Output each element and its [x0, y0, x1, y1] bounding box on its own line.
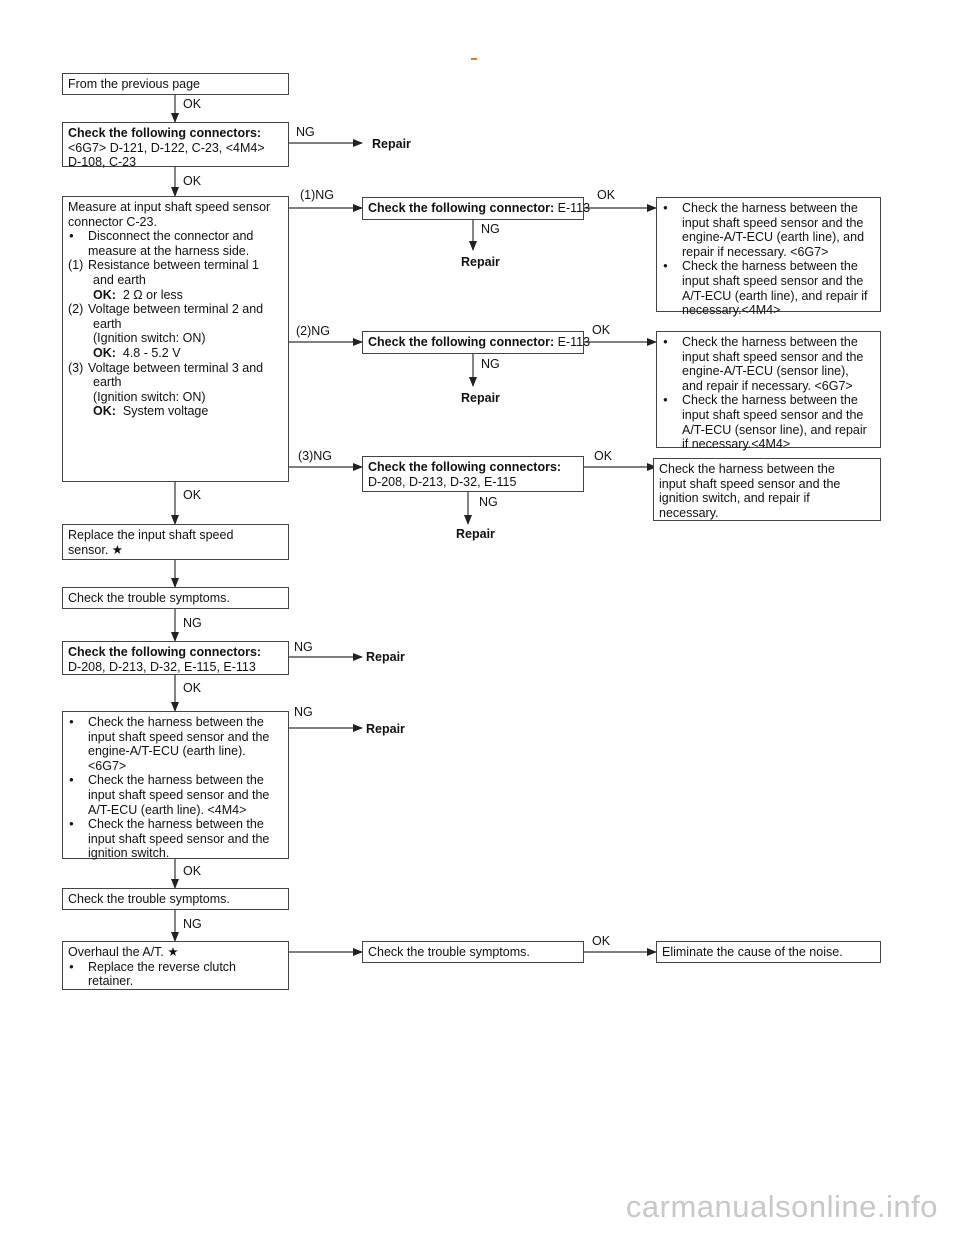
ok-spec-value: System voltage: [122, 404, 209, 419]
trouble-symptoms-text: Check the trouble symptoms.: [368, 945, 530, 959]
item-text: earth: [93, 316, 122, 331]
trouble-symptoms-box: [62, 888, 289, 910]
harness-bullet: ● Check the harness between the: [662, 259, 875, 274]
item-text: Voltage between terminal 2 and: [88, 302, 264, 317]
harness-bullet: ● Check the harness between the: [68, 817, 283, 832]
repair-label: Repair: [461, 255, 500, 269]
ng-label: NG: [294, 640, 313, 654]
trouble-symptoms-box: [62, 587, 289, 609]
watermark: carmanualsonline.info: [625, 1189, 938, 1224]
harness-bullet-cont: engine-A/T-ECU (earth line).: [88, 744, 246, 759]
connector-check-title: Check the following connectors:: [368, 460, 562, 474]
harness-bullet-cont: input shaft speed sensor and the: [682, 215, 864, 230]
harness-bullet: ● Check the harness between the: [68, 715, 283, 730]
connector-check-box: [62, 122, 289, 170]
ok-label: OK: [592, 934, 611, 948]
item-condition: (Ignition switch: ON): [93, 331, 206, 346]
connector-e113-box: [362, 331, 591, 354]
harness-bullet: ● Check the harness between the: [662, 393, 875, 408]
trouble-symptoms-text: Check the trouble symptoms.: [68, 591, 230, 605]
item-text: and earth: [93, 272, 146, 287]
measure-sensor-box: [62, 196, 289, 482]
ok-spec-label: OK:: [93, 287, 116, 302]
repair-label: Repair: [372, 137, 411, 151]
ok-spec-value: 4.8 - 5.2 V: [122, 345, 181, 360]
harness-bullet-cont: <6G7>: [88, 758, 127, 773]
item-condition: (Ignition switch: ON): [93, 389, 206, 404]
measure-bullet-cont: measure at the harness side.: [88, 243, 250, 258]
harness-bullet-cont: input shaft speed sensor and the: [682, 349, 864, 364]
harness-bullet-cont: A/T-ECU (earth line), and repair if: [682, 288, 868, 303]
harness-bullet-cont: input shaft speed sensor and the: [88, 787, 270, 802]
item-number: (2): [68, 302, 84, 317]
ok-label: OK: [594, 449, 613, 463]
harness-ignition-box: [653, 458, 881, 521]
trouble-symptoms-text: Check the trouble symptoms.: [68, 892, 230, 906]
ng-label: NG: [183, 917, 202, 931]
harness-bullet: ● Check the harness between the: [662, 335, 875, 350]
connector-list: D-208, D-213, D-32, E-115: [368, 474, 517, 489]
harness-bullet-cont: engine-A/T-ECU (earth line), and: [682, 230, 865, 245]
ok-spec-label: OK:: [93, 404, 116, 419]
ng-label: NG: [479, 495, 498, 509]
connector-list: D-208, D-213, D-32, E-115, E-113: [68, 659, 256, 674]
ok-spec-value: 2 Ω or less: [122, 287, 183, 302]
ng-label: NG: [183, 616, 202, 630]
harness-bullet-cont: A/T-ECU (sensor line), and repair: [682, 422, 867, 437]
overhaul-bullet: ● Replace the reverse clutch: [68, 960, 283, 975]
measure-title: connector C-23.: [68, 214, 157, 229]
eliminate-noise-box: [656, 941, 881, 963]
harness-bullet-cont: A/T-ECU (earth line). <4M4>: [88, 802, 247, 817]
ok-label: OK: [183, 97, 202, 111]
eliminate-text: Eliminate the cause of the noise.: [662, 945, 843, 959]
measure-title: Measure at input shaft speed sensor: [68, 200, 271, 214]
harness-bullet-cont: if necessary.<4M4>: [682, 437, 791, 452]
repair-label: Repair: [366, 650, 405, 664]
connector-check-title: Check the following connectors:: [68, 126, 262, 140]
item-number: (1): [68, 258, 84, 273]
harness-bullet-cont: input shaft speed sensor and the: [88, 729, 270, 744]
harness-bullet-cont: necessary.<4M4>: [682, 303, 781, 318]
trouble-symptoms-box: [362, 941, 584, 963]
connector-list: <6G7> D-121, D-122, C-23, <4M4>: [68, 140, 265, 155]
star-icon: ★: [111, 542, 124, 557]
ok-label: OK: [183, 488, 202, 502]
harness-all-box: [62, 711, 289, 859]
harness-text: necessary.: [659, 505, 719, 520]
ok-spec-label: OK:: [93, 345, 116, 360]
connector-check-title: Check the following connector:: [368, 201, 555, 215]
connector-check-title: Check the following connector:: [368, 335, 555, 349]
harness-text: ignition switch, and repair if: [659, 491, 810, 506]
measure-bullet: ● Disconnect the connector and: [68, 229, 283, 244]
ng-label: NG: [296, 125, 315, 139]
connector-check-box: [362, 456, 584, 492]
harness-bullet: ● Check the harness between the: [662, 201, 875, 216]
harness-bullet-cont: input shaft speed sensor and the: [682, 273, 864, 288]
harness-bullet-cont: and repair if necessary. <6G7>: [682, 378, 853, 393]
connector-code: E-113: [557, 335, 591, 349]
replace-text: Replace the input shaft speed: [68, 528, 234, 542]
harness-bullet: ● Check the harness between the: [68, 773, 283, 788]
connector-check-title: Check the following connectors:: [68, 645, 262, 659]
from-previous-page-text: From the previous page: [68, 77, 201, 91]
harness-text: Check the harness between the: [659, 462, 835, 476]
ok-label: OK: [183, 864, 202, 878]
ok-label: OK: [592, 323, 611, 337]
repair-label: Repair: [456, 527, 495, 541]
ng2-label: (2)NG: [296, 324, 331, 338]
replace-text: sensor.: [68, 542, 109, 557]
overhaul-box: [62, 941, 289, 990]
harness-text: input shaft speed sensor and the: [659, 476, 841, 491]
replace-sensor-box: [62, 524, 289, 560]
harness-sensor-line-box: [656, 331, 881, 452]
ok-label: OK: [597, 188, 616, 202]
connector-e113-box: [362, 197, 591, 220]
ng-label: NG: [481, 357, 500, 371]
harness-bullet-cont: ignition switch.: [88, 846, 170, 861]
connector-list: D-108, C-23: [68, 155, 137, 170]
ng3-label: (3)NG: [298, 449, 333, 463]
repair-label: Repair: [461, 391, 500, 405]
overhaul-text: Overhaul the A/T.: [68, 945, 164, 959]
item-number: (3): [68, 360, 84, 375]
from-previous-page-box: [62, 73, 289, 95]
overhaul-bullet-cont: retainer.: [88, 974, 134, 989]
item-text: Voltage between terminal 3 and: [88, 360, 264, 375]
harness-bullet-cont: engine-A/T-ECU (sensor line),: [682, 364, 849, 379]
ng-label: NG: [294, 705, 313, 719]
ok-label: OK: [183, 681, 202, 695]
star-icon: ★: [167, 945, 179, 959]
harness-bullet-cont: input shaft speed sensor and the: [682, 407, 864, 422]
harness-bullet-cont: input shaft speed sensor and the: [88, 831, 270, 846]
harness-earth-line-box: [656, 197, 881, 318]
repair-label: Repair: [366, 722, 405, 736]
item-text: earth: [93, 375, 122, 390]
item-text: Resistance between terminal 1: [88, 258, 259, 273]
harness-bullet-cont: repair if necessary. <6G7>: [682, 244, 829, 259]
connector-check-box: [62, 641, 289, 675]
connector-code: E-113: [557, 201, 591, 215]
ng-label: NG: [481, 222, 500, 236]
ok-label: OK: [183, 174, 202, 188]
ng1-label: (1)NG: [300, 188, 335, 202]
